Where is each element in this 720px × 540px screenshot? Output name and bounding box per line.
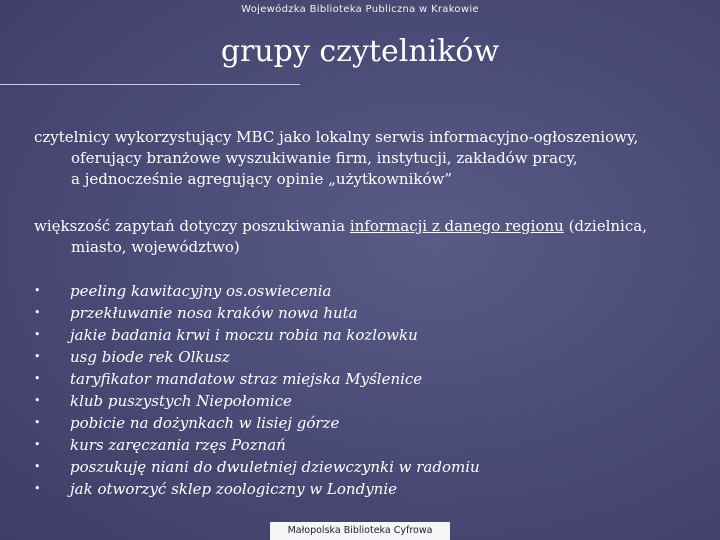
- query-text: taryfikator mandatow straz miejska Myślenice: [70, 370, 423, 388]
- paragraph-query-types: [34, 216, 694, 258]
- bullet-icon: •: [34, 438, 41, 451]
- query-text: jak otworzyć sklep zoologiczny w Londynie: [70, 480, 397, 498]
- query-text: jakie badania krwi i moczu robia na kozlowku: [70, 326, 418, 344]
- query-text: przekłuwanie nosa kraków nowa huta: [70, 304, 358, 322]
- query-text: peeling kawitacyjny os.oswiecenia: [70, 282, 332, 300]
- bullet-icon: •: [34, 372, 41, 385]
- slide-footer: Małopolska Biblioteka Cyfrowa: [270, 522, 450, 540]
- bullet-icon: •: [34, 416, 41, 429]
- paragraph1-line1: czytelnicy wykorzystujący MBC jako lokalny serwis informacyjno-ogłoszeniowy,: [34, 128, 639, 146]
- query-text: poszukuję niani do dwuletniej dziewczynki w radomiu: [70, 458, 480, 476]
- paragraph2-line2: miasto, województwo): [71, 238, 240, 256]
- query-text: usg biode rek Olkusz: [70, 348, 230, 366]
- query-text: pobicie na dożynkach w lisiej górze: [70, 414, 340, 432]
- query-text: klub puszystych Niepołomice: [70, 392, 292, 410]
- bullet-icon: •: [34, 306, 41, 319]
- paragraph1-line2: oferujący branżowe wyszukiwanie firm, instytucji, zakładów pracy,: [71, 149, 578, 167]
- bullet-icon: •: [34, 284, 41, 297]
- slide-title: grupy czytelników: [220, 34, 500, 69]
- paragraph2-after: (dzielnica,: [563, 217, 647, 235]
- bullet-icon: •: [34, 482, 41, 495]
- bullet-icon: •: [34, 460, 41, 473]
- paragraph2-before: większość zapytań dotyczy poszukiwania: [34, 217, 350, 235]
- paragraph-reader-groups: [34, 127, 694, 190]
- bullet-icon: •: [34, 394, 41, 407]
- paragraph1-line3: a jednocześnie agregujący opinie „użytkowników”: [71, 170, 453, 188]
- bullet-icon: •: [34, 350, 41, 363]
- slide-header: Wojewódzka Biblioteka Publiczna w Krakowie: [241, 4, 479, 15]
- query-text: kurs zaręczania rzęs Poznań: [70, 436, 286, 454]
- bullet-icon: •: [34, 328, 41, 341]
- title-divider: [0, 84, 300, 85]
- paragraph2-underlined: informacji z danego regionu: [349, 217, 564, 235]
